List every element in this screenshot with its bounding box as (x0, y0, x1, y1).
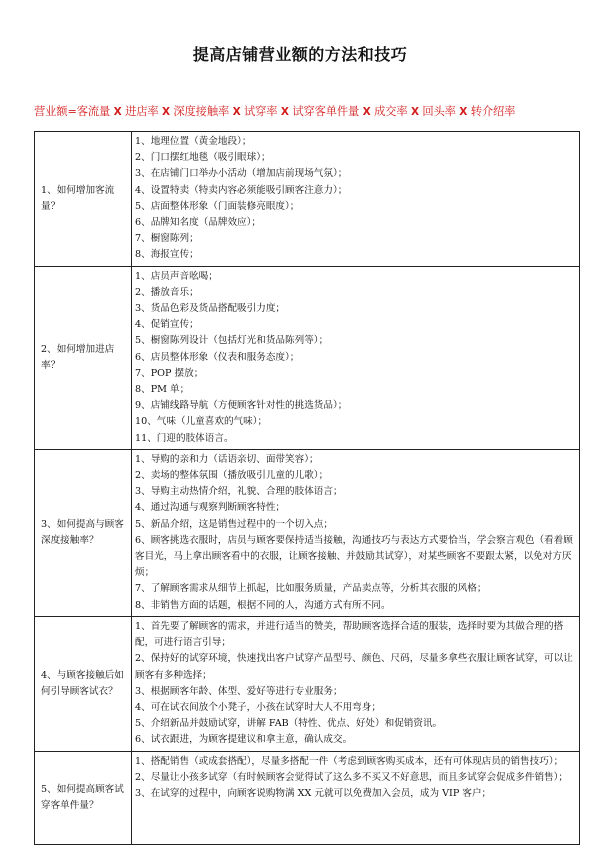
methods-table (34, 131, 580, 845)
table-row (35, 751, 580, 844)
list-item: 5、介绍新品并鼓励试穿，讲解 FAB（特性、优点、好处）和促销资讯。 (135, 718, 443, 730)
list-item: 10、气味（儿童喜欢的气味）； (135, 416, 268, 428)
formula-factor: 试穿客单件量 (292, 105, 360, 118)
answer-cell (132, 266, 580, 449)
answer-cell (132, 751, 580, 844)
question-cell: 2、如何增加进店率？ (35, 266, 132, 449)
list-item: 4、设置特卖（特卖内容必须能吸引顾客注意力）； (135, 184, 348, 196)
list-item: 6、店员整体形象（仪表和服务态度）； (135, 351, 300, 363)
list-item: 3、在店铺门口举办小活动（增加店前现场气氛）； (135, 168, 348, 180)
multiply-sign: X (232, 106, 241, 118)
answer-cell (132, 616, 580, 751)
question-cell: 3、如何提高与顾客深度接触率？ (35, 449, 132, 616)
list-item: 4、可在试衣间放个小凳子，小孩在试穿时大人不用弯身； (135, 701, 381, 713)
list-item: 7、橱窗陈列； (135, 233, 199, 245)
list-item: 1、导购的亲和力（话语亲切、面带笑容）； (135, 453, 319, 465)
multiply-sign: X (161, 106, 170, 118)
formula-factor: 客流量 (76, 105, 111, 118)
question-cell: 1、如何增加客流量？ (35, 132, 132, 267)
formula-factor: 转介绍率 (470, 105, 516, 118)
list-item: 5、橱窗陈列设计（包括灯光和货品陈列等）； (135, 335, 329, 347)
list-item: 7、POP 摆放； (135, 367, 204, 379)
multiply-sign: X (362, 106, 371, 118)
sales-formula (34, 103, 594, 119)
list-item: 2、保持好的试穿环境，快速找出客户试穿产品型号、颜色、尺码，尽量多拿些衣服让顾客试穿，可以让顾客有多种选择； (135, 653, 573, 681)
table-row (35, 449, 580, 616)
formula-factor: 成交率 (374, 105, 408, 118)
list-item: 6、顾客挑选衣服时，店员与顾客要保持适当接触，沟通技巧与表达方式要恰当，学会察言观色（看着顾客目光，马上拿出顾客看中的衣服，让顾客接触、并鼓励其试穿），对某些顾客不要跟太紧，以免对方厌烦； (135, 534, 573, 579)
multiply-sign: X (280, 106, 289, 118)
table-row (35, 266, 580, 449)
table-row (35, 132, 580, 267)
list-item: 8、PM 单； (135, 384, 190, 396)
list-item: 3、根据顾客年龄、体型、爱好等进行专业服务； (135, 685, 343, 697)
table-row (35, 616, 580, 751)
list-item: 9、店铺线路导航（方便顾客针对性的挑选货品）； (135, 400, 348, 412)
answer-cell (132, 449, 580, 616)
answer-cell (132, 132, 580, 267)
list-item: 3、在试穿的过程中，向顾客说购物满 XX 元就可以免费加入会员，成为 VIP 客户； (135, 787, 492, 799)
list-item: 11、门迎的肢体语言。 (135, 432, 234, 444)
list-item: 1、店员声音吆喝； (135, 270, 218, 282)
list-item: 1、首先要了解顾客的需求，并进行适当的赞美，帮助顾客选择合适的服装，选择时要为其做合理的搭配，可进行语言引导； (135, 620, 564, 649)
list-item: 1、搭配销售（或成套搭配），尽量多搭配一件（考虑到顾客购买成本，还有可体现店员的销售技巧）； (135, 755, 564, 767)
formula-factor: 回头率 (422, 105, 456, 118)
multiply-sign: X (459, 106, 468, 118)
list-item: 3、货品色彩及货品搭配吸引力度； (135, 303, 286, 315)
formula-factor: 试穿率 (244, 105, 278, 118)
list-item: 6、试衣跟进，为顾客提建议和拿主意，确认成交。 (135, 734, 353, 746)
list-item: 2、尽量让小孩多试穿（有时候顾客会觉得试了这么多不买又不好意思，而且多试穿会促成多件销售）； (135, 771, 569, 783)
list-item: 5、新品介绍，这是销售过程中的一个切入点； (135, 518, 333, 530)
question-cell: 4、与顾客接触后如何引导顾客试衣？ (35, 616, 132, 751)
list-item: 2、播放音乐； (135, 286, 199, 298)
list-item: 2、卖场的整体氛围（播放吸引儿童的儿歌）； (135, 470, 329, 482)
multiply-sign: X (410, 106, 419, 118)
list-item: 8、海报宣传； (135, 249, 199, 261)
list-item: 4、促销宣传； (135, 319, 199, 331)
formula-factor: 进店率 (125, 105, 159, 118)
multiply-sign: X (113, 106, 122, 118)
list-item: 4、通过沟通与观察判断顾客特性； (135, 502, 286, 514)
list-item: 2、门口摆红地毯（吸引眼球）； (135, 152, 271, 164)
list-item: 5、店面整体形象（门面装修亮眼度）； (135, 200, 300, 212)
list-item: 8、非销售方面的话题，根据不同的人，沟通方式有所不同。 (135, 599, 391, 611)
list-item: 1、地理位置（黄金地段）； (135, 136, 252, 147)
page-title: 提高店铺营业额的方法和技巧 (192, 45, 408, 64)
formula-factor: 深度接触率 (173, 105, 230, 118)
question-cell: 5、如何提高顾客试穿客单件量？ (35, 751, 132, 844)
formula-label: 营业额= (34, 105, 77, 118)
list-item: 7、了解顾客需求从细节上抓起，比如服务质量，产品卖点等，分析其衣服的风格； (135, 583, 487, 595)
list-item: 6、品牌知名度（品牌效应）； (135, 217, 262, 229)
list-item: 3、导购主动热情介绍，礼貌、合理的肢体语言； (135, 486, 343, 498)
